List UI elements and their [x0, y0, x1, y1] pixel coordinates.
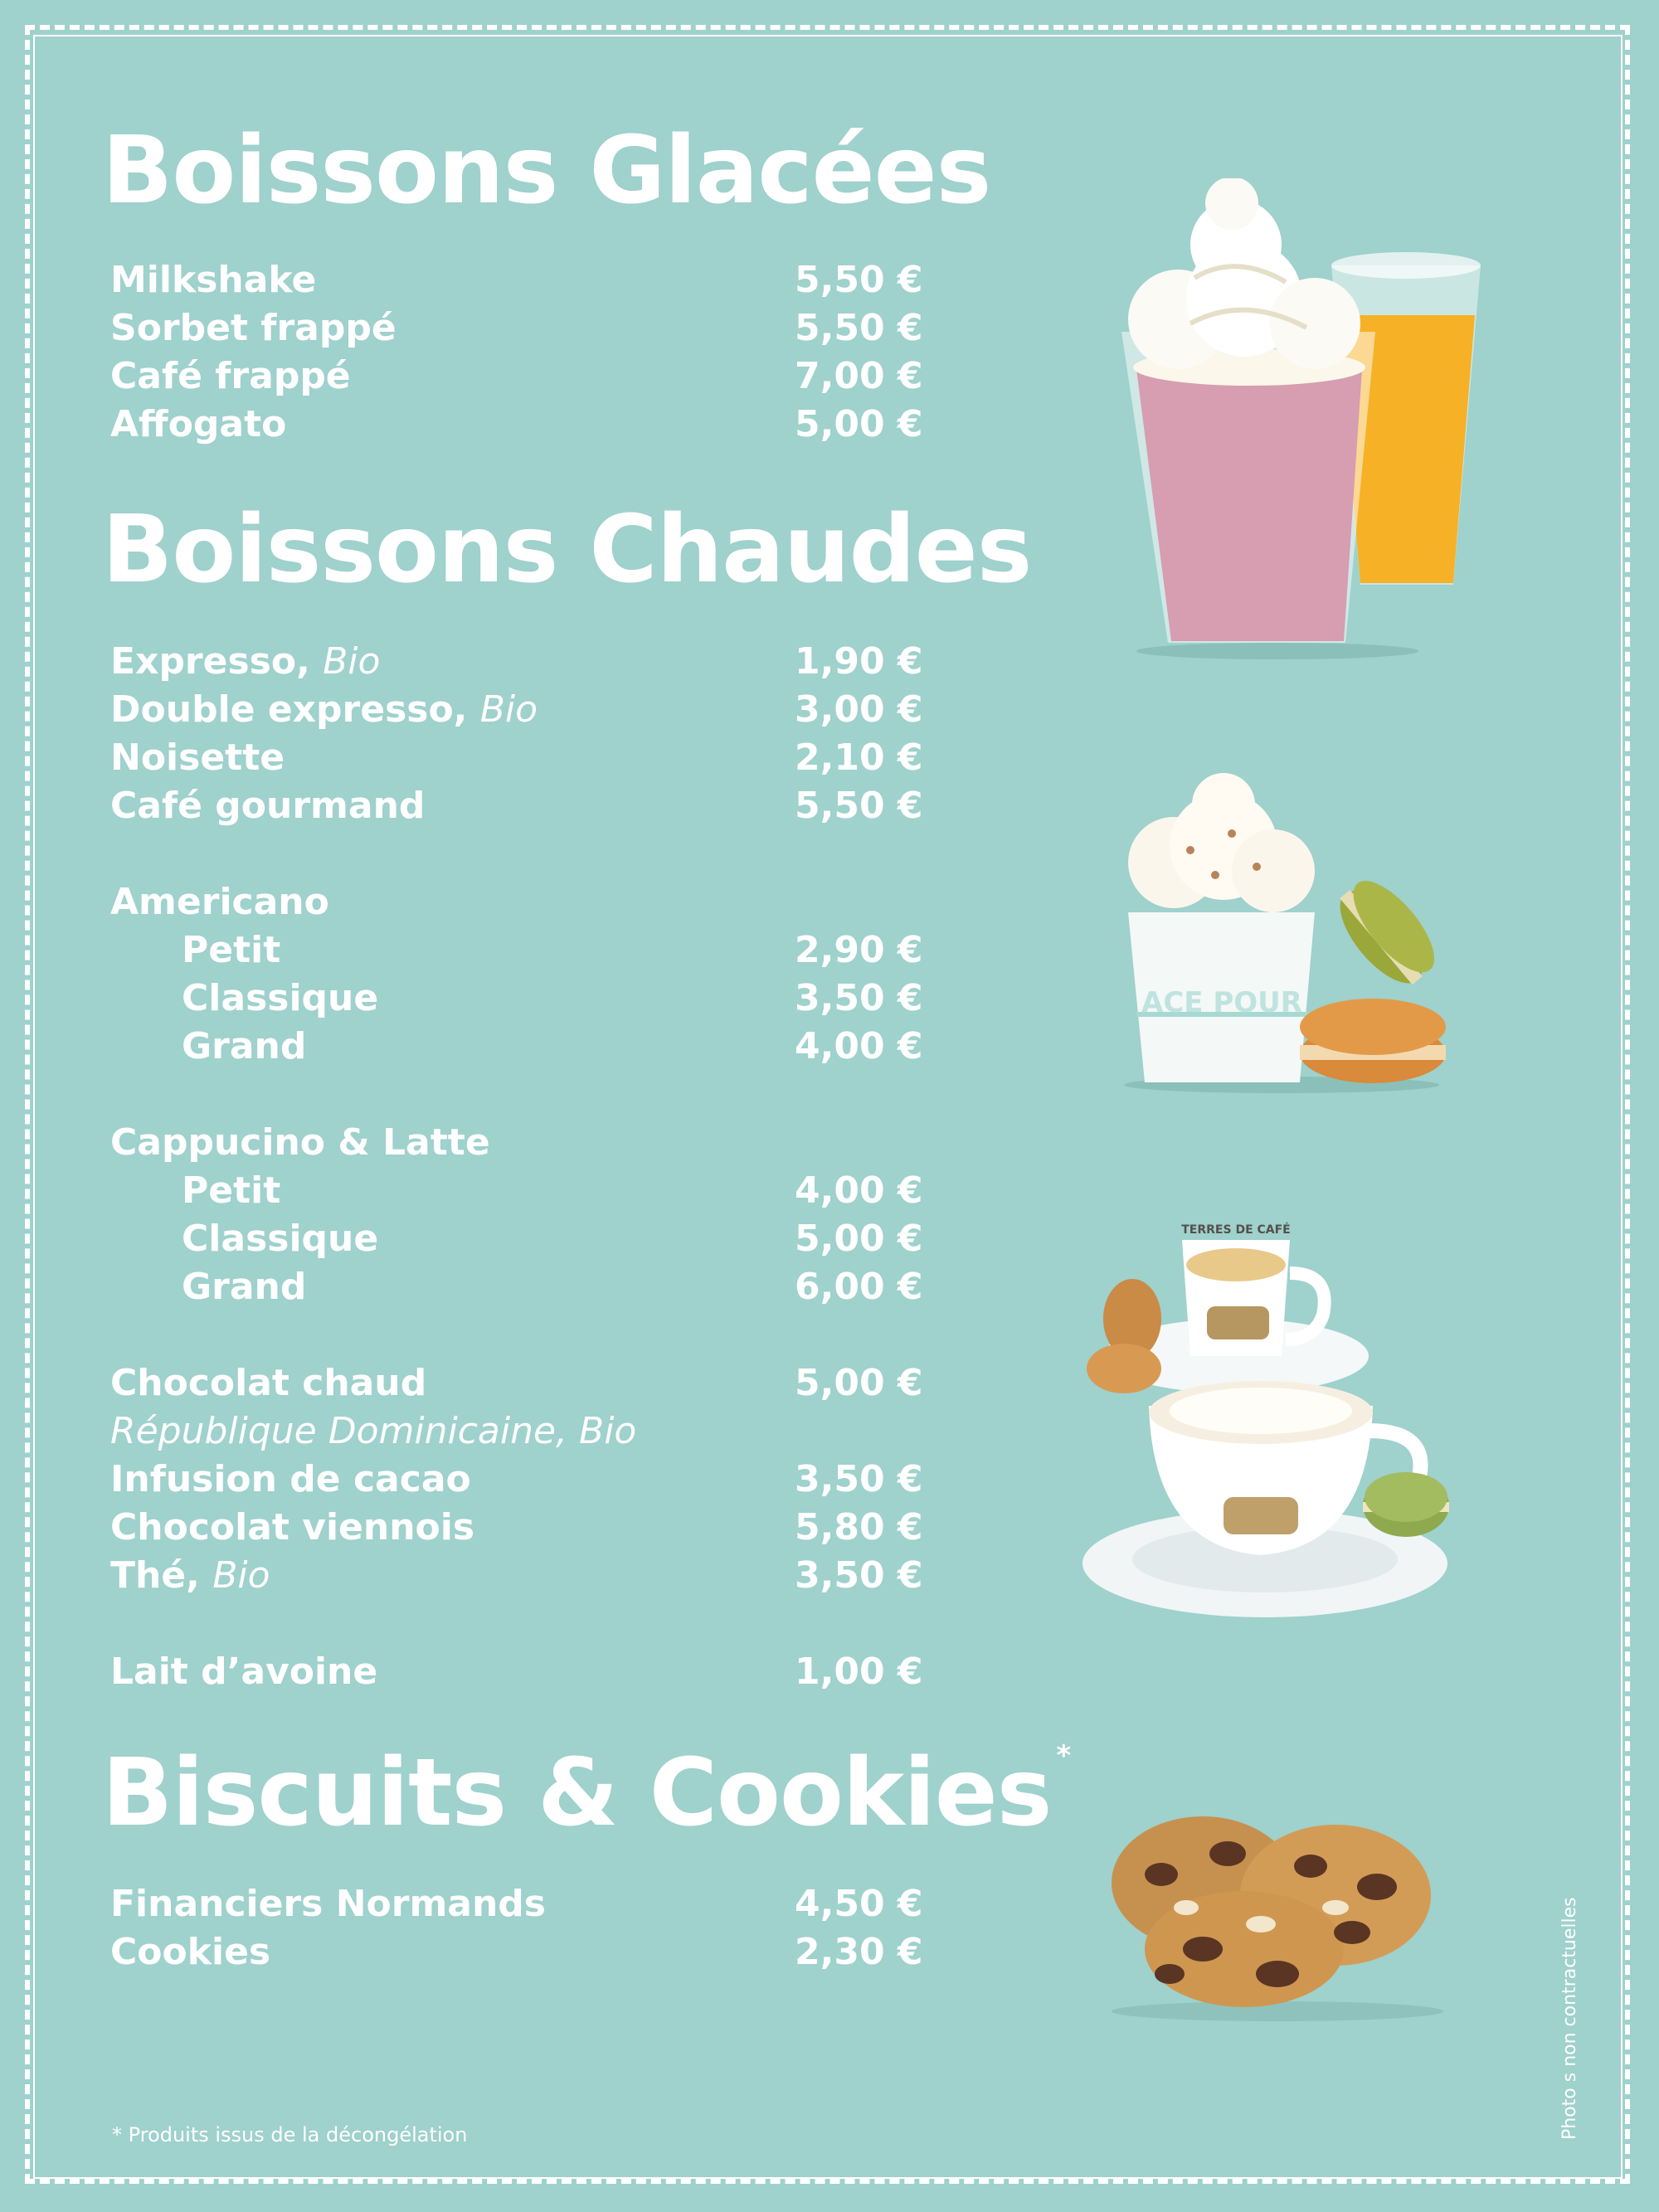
menu-list-iced-drinks	[110, 256, 940, 449]
menu-list-biscuits	[110, 1880, 940, 1976]
item-name: Expresso, Bio	[110, 640, 381, 683]
menu-item	[110, 352, 940, 401]
menu-item	[110, 1880, 940, 1928]
item-name: Financiers Normands	[110, 1883, 546, 1925]
footnote: * Produits issus de la décongélation	[112, 2123, 468, 2146]
menu-item	[110, 782, 940, 830]
coffee-macarons-photo	[1116, 771, 1464, 1095]
item-price: 2,10 €	[795, 737, 923, 779]
item-name: Petit	[182, 929, 281, 971]
item-price: 5,00 €	[795, 1218, 923, 1260]
item-name: Petit	[182, 1169, 281, 1212]
menu-item	[110, 926, 940, 975]
item-origin: République Dominicaine, Bio	[110, 1410, 637, 1452]
item-price: 4,00 €	[795, 1169, 923, 1212]
disclaimer-vertical: Photo s non contractuelles	[1559, 1897, 1580, 2140]
spacer	[110, 830, 940, 878]
item-name: Affogato	[110, 403, 287, 445]
item-name: Chocolat chaud	[110, 1362, 427, 1404]
item-price: 3,50 €	[795, 1554, 923, 1597]
menu-item	[110, 1215, 940, 1263]
item-price: 1,90 €	[795, 640, 923, 683]
menu-item	[110, 401, 940, 449]
section-title-biscuits-cookies: Biscuits & Cookies *	[102, 1739, 1071, 1847]
spacer	[110, 1311, 940, 1359]
menu-item	[110, 638, 940, 686]
item-name: Classique	[182, 977, 379, 1019]
menu-group-heading	[110, 878, 940, 926]
section-title-iced-drinks: Boissons Glacées	[102, 117, 991, 225]
item-price: 7,00 €	[795, 355, 923, 397]
menu-item	[110, 686, 940, 734]
item-price: 2,30 €	[795, 1931, 923, 1973]
item-price: 5,00 €	[795, 403, 923, 445]
item-name: Café gourmand	[110, 785, 426, 827]
item-price: 5,50 €	[795, 785, 923, 827]
item-price: 6,00 €	[795, 1266, 923, 1308]
menu-item	[110, 975, 940, 1023]
item-name: Café frappé	[110, 355, 351, 397]
spacer	[110, 1600, 940, 1648]
item-name: Cappucino & Latte	[110, 1121, 490, 1164]
item-name: Milkshake	[110, 259, 317, 301]
section-title-hot-drinks: Boissons Chaudes	[102, 496, 1032, 604]
cookies-photo	[1103, 1808, 1468, 2024]
footnote-mark: *	[1056, 1739, 1071, 1772]
menu-list-hot-drinks	[110, 638, 940, 1696]
item-name: Noisette	[110, 737, 285, 779]
menu-item	[110, 1928, 940, 1976]
item-price: 3,50 €	[795, 1458, 923, 1500]
menu-item	[110, 1263, 940, 1311]
menu-item	[110, 1552, 940, 1600]
cup-print: ACE POUR	[1141, 986, 1302, 1019]
item-price: 5,50 €	[795, 259, 923, 301]
item-name: Classique	[182, 1218, 379, 1260]
item-price: 5,50 €	[795, 307, 923, 349]
menu-item	[110, 1167, 940, 1215]
cup-print: TERRES DE CAFÉ	[1181, 1223, 1291, 1237]
item-name: Chocolat viennois	[110, 1506, 475, 1548]
item-name: Americano	[110, 881, 329, 923]
item-price: 4,50 €	[795, 1883, 923, 1925]
menu-group-heading	[110, 1119, 940, 1167]
item-name: Thé, Bio	[110, 1554, 270, 1597]
espresso-cappuccino-photo	[1082, 1215, 1464, 1621]
item-price: 5,80 €	[795, 1506, 923, 1548]
menu-item	[110, 1648, 940, 1696]
item-price: 3,50 €	[795, 977, 923, 1019]
item-price: 4,00 €	[795, 1025, 923, 1067]
item-name: Grand	[182, 1266, 307, 1308]
item-name: Sorbet frappé	[110, 307, 397, 349]
menu-item	[110, 1023, 940, 1071]
item-name: Grand	[182, 1025, 307, 1067]
menu-item	[110, 304, 940, 352]
item-price: 1,00 €	[795, 1650, 923, 1693]
item-name: Lait d’avoine	[110, 1650, 378, 1693]
menu-item	[110, 734, 940, 782]
item-name: Double expresso, Bio	[110, 688, 538, 731]
menu-item-note	[110, 1407, 940, 1456]
menu-item	[110, 1456, 940, 1504]
item-name: Cookies	[110, 1931, 271, 1973]
menu-item	[110, 1359, 940, 1407]
item-price: 2,90 €	[795, 929, 923, 971]
item-price: 3,00 €	[795, 688, 923, 731]
menu-item	[110, 1504, 940, 1552]
item-name: Infusion de cacao	[110, 1458, 471, 1500]
item-price: 5,00 €	[795, 1362, 923, 1404]
spacer	[110, 1071, 940, 1119]
milkshake-photo	[1112, 178, 1493, 659]
menu-item	[110, 256, 940, 304]
